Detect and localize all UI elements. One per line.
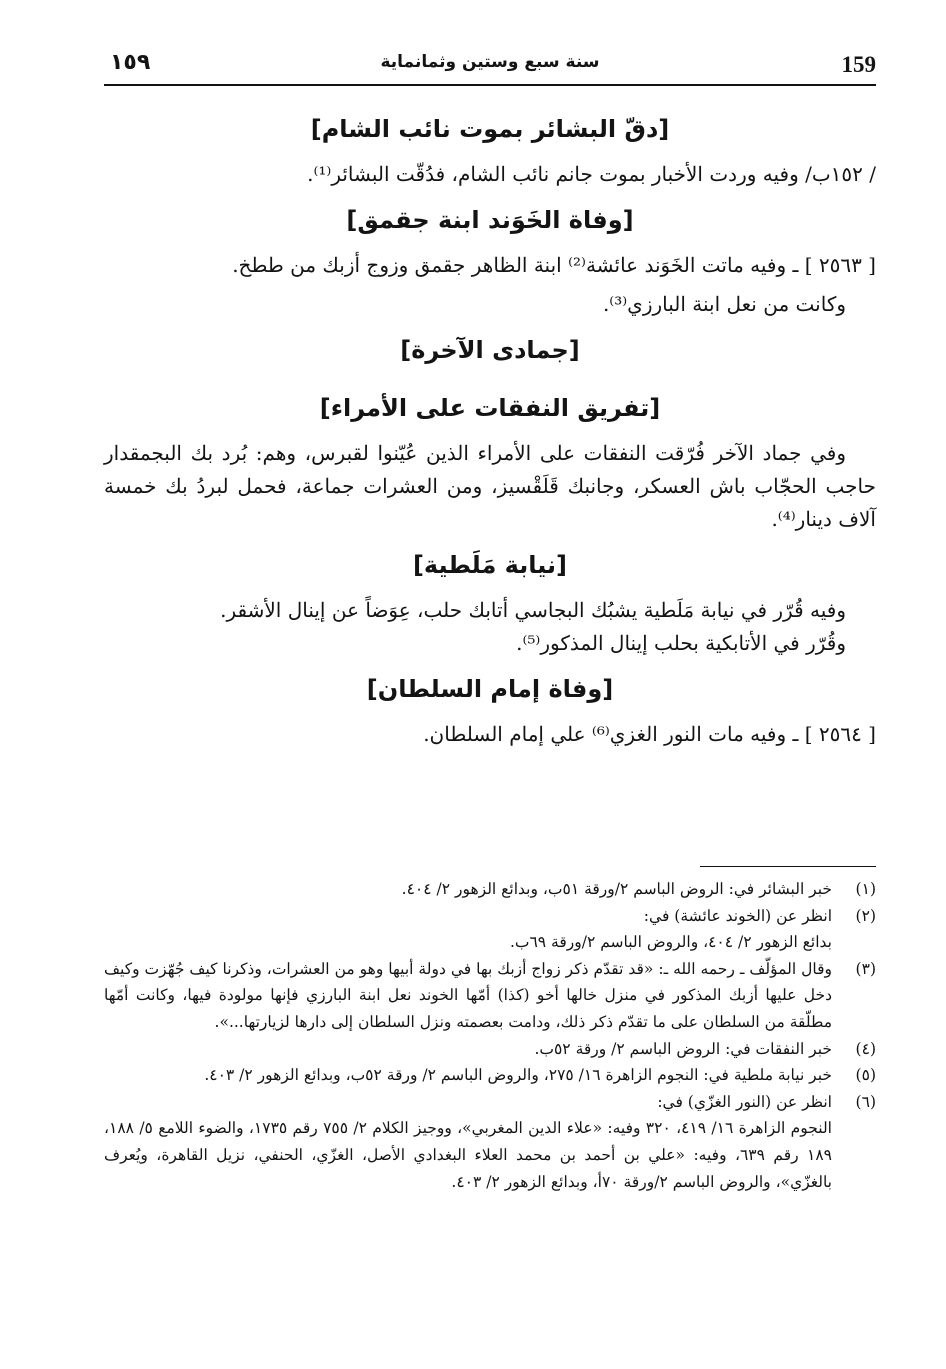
paragraph: وكانت من نعل ابنة البارزي⁽³⁾. [602, 292, 846, 316]
section-heading: [جمادى الآخرة] [400, 336, 580, 364]
page-number-latin: 159 [841, 52, 876, 77]
paragraph: / ١٥٢ب/ وفيه وردت الأخبار بموت جانم نائب الشام، فدُقّت البشائر⁽¹⁾. [307, 162, 876, 186]
footnote-text: انظر عن (النور الغزّي) في: [657, 1092, 832, 1111]
paragraph: وقُرّر في الأتابكية بحلب إينال المذكور⁽⁵⁾. [516, 631, 846, 655]
paragraph: [ ٢٥٦٣ ] ـ وفيه ماتت الخَوَند عائشة⁽²⁾ ابنة الظاهر جقمق وزوج أزبك من ططخ. [232, 253, 876, 277]
footnote [104, 876, 876, 903]
footnote-text: خبر نيابة ملطية في: النجوم الزاهرة ١٦/ ٢٧٥، والروض الباسم ٢/ ورقة ٥٢ب، وبدائع الزهور ٢/ ٤٠٣. [204, 1066, 832, 1085]
footnotes [104, 876, 876, 1195]
footnote-text: بدائع الزهور ٢/ ٤٠٤، والروض الباسم ٢/ورقة ٦٩ب. [509, 933, 832, 952]
footnote-text: خبر البشائر في: الروض الباسم ٢/ورقة ٥١ب، وبدائع الزهور ٢/ ٤٠٤. [401, 880, 832, 898]
footnote-separator [700, 866, 876, 867]
paragraph: وفي جماد الآخر فُرّقت النفقات على الأمراء الذين عُيّنوا لقبرس، وهم: بُرد بك البجمقدار حاجب الحجّاب باش العسكر، وجانبك قَلَقْسيز، ومن العشرات جماعة، فحمل لبردُ بك خمسة آلاف دينار⁽⁴⁾. [104, 441, 876, 531]
footnote [104, 956, 876, 1036]
section-heading: [وفاة إمام السلطان] [366, 675, 614, 703]
section-heading: [وفاة الخَوَند ابنة جقمق] [346, 206, 634, 234]
footnote-text: النجوم الزاهرة ١٦/ ٤١٩، ٣٢٠ وفيه: «علاء الدين المغربي»، ووجيز الكلام ٢/ ٧٥٥ رقم ١٧٣٥، والضوء اللامع ٥/ ١٨٨، ١٨٩ رقم ٦٣٩، وفيه: «علي بن أحمد بن محمد العلاء البغدادي الأصل، الغزّي، الحنفي، نزيل القاهرة، ويُعرف بالغزّي»، والروض الباسم ٢/ورقة ٧٠أ، وبدائع الزهور ٢/ ٤٠٣. [104, 1119, 832, 1191]
footnote-number: (٥) [855, 1066, 876, 1085]
footnote [104, 1089, 876, 1195]
footnote-text: وقال المؤلّف ـ رحمه الله ـ: «قد تقدّم ذكر زواج أزبك بها في دولة أبيها وهو من العشرات، وذكرنا كيف جُهّزت وكيف دخل عليها أزبك المذكور في منزل خالها أخو (كذا) أمّها الخوند نعل ابنة البارزي فإنها مولودة فيها، وكانت أمّها مطلّقة من السلطان على ما تقدّم ذكر ذلك، ودامت بعصمته ونزل السلطان إلى دارها لزيارتها...». [104, 959, 832, 1031]
footnote-number: (٦) [855, 1092, 876, 1111]
footnote [104, 1036, 876, 1063]
footnote-text: انظر عن (الخوند عائشة) في: [643, 906, 832, 925]
section-heading: [تفريق النفقات على الأمراء] [319, 394, 661, 422]
paragraph: [ ٢٥٦٤ ] ـ وفيه مات النور الغزي⁽⁶⁾ علي إمام السلطان. [423, 722, 876, 746]
footnote-number: (٣) [855, 959, 876, 978]
footnote-number: (٤) [855, 1039, 876, 1058]
paragraph: وفيه قُرّر في نيابة مَلَطية يشبُك البجاسي أتابك حلب، عِوَضاً عن إينال الأشقر. [220, 598, 846, 622]
running-title: سنة سبع وستين وثمانماية [380, 52, 600, 72]
footnote-text: خبر النفقات في: الروض الباسم ٢/ ورقة ٥٢ب. [534, 1039, 832, 1058]
footnote [104, 903, 876, 956]
footnote-number: (٢) [855, 906, 876, 925]
footnote-number: (١) [855, 880, 876, 898]
section-heading: [دقّ البشائر بموت نائب الشام] [310, 115, 670, 143]
page-header [104, 46, 876, 86]
footnote [104, 1062, 876, 1089]
section-heading: [نيابة مَلَطية] [412, 551, 568, 579]
main-text [104, 100, 876, 751]
page-number-arabic: ١٥٩ [110, 50, 151, 75]
